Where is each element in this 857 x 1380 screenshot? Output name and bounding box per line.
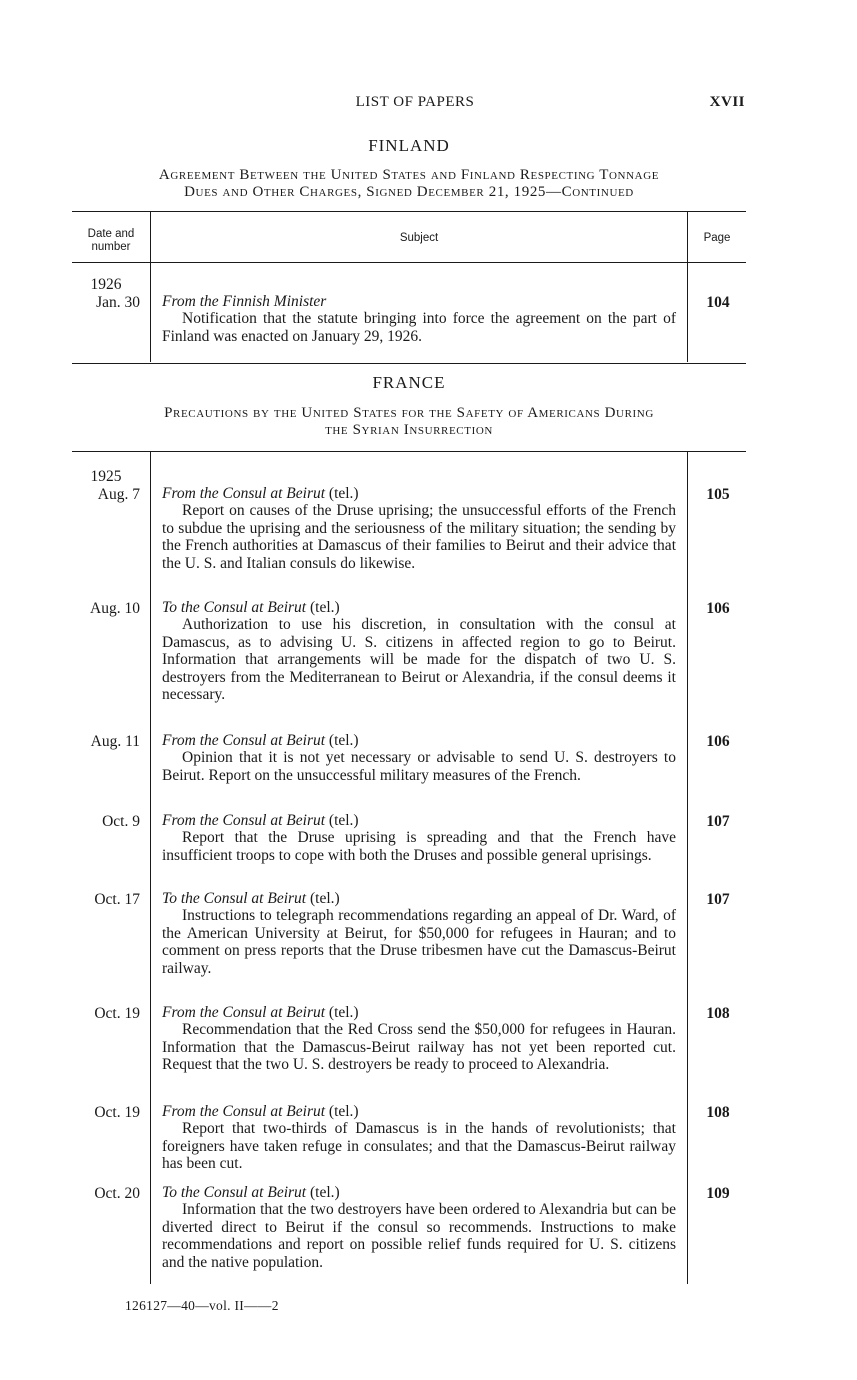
- entry-date: Oct. 19: [94, 1005, 140, 1022]
- entry-page: 105: [706, 486, 730, 503]
- entry-subject: [162, 732, 676, 784]
- entry-date: Oct. 20: [94, 1185, 140, 1202]
- column-divider: [687, 212, 688, 362]
- entry-page: 108: [706, 1104, 730, 1121]
- entry-subject: [162, 1004, 676, 1074]
- entry-correspondent: To the Consul at Beirut (tel.): [162, 599, 340, 616]
- entry-date: Aug. 11: [90, 733, 140, 750]
- entry-summary: Report that the Druse uprising is spreading and that the French have insufficient troops to cope with both the Druses and possible general uprisings.: [162, 829, 676, 864]
- entry-date: Oct. 19: [94, 1104, 140, 1121]
- table-header-rule: [72, 262, 746, 263]
- printer-signature-line: 126127—40—vol. II——2: [125, 1298, 279, 1313]
- entry-summary: Information that the two destroyers have been ordered to Alexandria but can be diverted direct to Beirut if the consul so recommends. Instructions to make recommendations and report on possible relief funds required for U. S. citizens and the native population.: [162, 1201, 676, 1271]
- entry-page: 106: [706, 733, 730, 750]
- entry-correspondent: From the Consul at Beirut (tel.): [162, 812, 359, 829]
- entry-subject: [162, 599, 676, 703]
- column-header-date-line2: number: [91, 241, 131, 253]
- section-title-finland-line1: Agreement Between the United States and Finland Respecting Tonnage: [158, 167, 660, 183]
- entry-summary: Recommendation that the Red Cross send the $50,000 for refugees in Hauran. Information that the Damascus-Beirut railway has not yet been reported cut. Request that the two U. S. destroyers be ready to proceed to Alexandria.: [162, 1021, 676, 1074]
- year-label-finland: 1926: [90, 276, 122, 293]
- table-top-rule: [72, 451, 746, 452]
- entry-page: 107: [706, 891, 730, 908]
- section-title-france-line1: Precautions by the United States for the Safety of Americans During: [164, 405, 654, 421]
- entry-page: 104: [706, 294, 730, 311]
- entry-correspondent: From the Consul at Beirut (tel.): [162, 485, 359, 502]
- column-header-date-line1: Date and: [87, 228, 135, 240]
- entry-summary: Authorization to use his discretion, in consultation with the consul at Damascus, as to advising U. S. citizens in affected region to go to Beirut. Information that arrangements will be made for the dispatch of two U. S. destroyers from the Mediterranean to Beirut or Alexandria, if the consul deems it necessary.: [162, 616, 676, 704]
- entry-subject: [162, 812, 676, 864]
- section-title-france-line2: the Syrian Insurrection: [325, 422, 493, 438]
- entry-page: 107: [706, 813, 730, 830]
- entry-date: Jan. 30: [96, 294, 140, 311]
- entry-date: Oct. 17: [94, 891, 140, 908]
- entry-correspondent: From the Consul at Beirut (tel.): [162, 1004, 359, 1021]
- entry-page: 109: [706, 1185, 730, 1202]
- entry-page: 106: [706, 600, 730, 617]
- entry-correspondent: To the Consul at Beirut (tel.): [162, 1184, 340, 1201]
- running-title: LIST OF PAPERS: [355, 94, 475, 110]
- column-divider: [150, 212, 151, 362]
- entry-date: Oct. 9: [102, 813, 140, 830]
- entry-subject: [162, 1184, 676, 1271]
- entry-page: 108: [706, 1005, 730, 1022]
- country-heading-france: FRANCE: [372, 373, 446, 392]
- country-heading-finland: FINLAND: [368, 136, 450, 155]
- column-divider: [687, 452, 688, 1284]
- entry-subject: [162, 485, 676, 572]
- table-top-rule: [72, 211, 746, 212]
- entry-summary: Report that two-thirds of Damascus is in the hands of revolutionists; that foreigners have taken refuge in consulates; and that the Damascus-Beirut railway has been cut.: [162, 1120, 676, 1173]
- entry-date: Aug. 7: [97, 486, 140, 503]
- table-bottom-rule: [72, 363, 746, 364]
- section-title-finland-line2: Dues and Other Charges, Signed December 21, 1925—Continued: [184, 184, 634, 200]
- year-label-france: 1925: [90, 468, 122, 485]
- entry-summary: Report on causes of the Druse uprising; the unsuccessful efforts of the French to subdue the uprising and the seriousness of the military situation; the sending by the French authorities at Damascus of their families to Beirut and their advice that the U. S. and Italian consuls do likewise.: [162, 502, 676, 572]
- page-folio: XVII: [709, 94, 745, 110]
- entry-subject: [162, 1103, 676, 1173]
- entry-correspondent: From the Consul at Beirut (tel.): [162, 732, 359, 749]
- entry-correspondent: From the Finnish Minister: [162, 293, 327, 310]
- column-header-subject: Subject: [399, 232, 439, 244]
- entry-date: Aug. 10: [90, 600, 140, 617]
- entry-correspondent: To the Consul at Beirut (tel.): [162, 890, 340, 907]
- running-head: [0, 94, 857, 114]
- entry-summary: Notification that the statute bringing into force the agreement on the part of Finland was enacted on January 29, 1926.: [162, 310, 676, 345]
- entry-subject: [162, 293, 676, 345]
- entry-correspondent: From the Consul at Beirut (tel.): [162, 1103, 359, 1120]
- column-header-page: Page: [703, 232, 731, 244]
- entry-summary: Instructions to telegraph recommendations regarding an appeal of Dr. Ward, of the American University at Beirut, for $50,000 for refugees in Hauran; and to comment on press reports that the Druse tribesmen have cut the Damascus-Beirut railway.: [162, 907, 676, 977]
- column-divider: [150, 452, 151, 1284]
- entry-summary: Opinion that it is not yet necessary or advisable to send U. S. destroyers to Beirut. Report on the unsuccessful military measures of the French.: [162, 749, 676, 784]
- column-header-date: [72, 228, 150, 254]
- entry-subject: [162, 890, 676, 977]
